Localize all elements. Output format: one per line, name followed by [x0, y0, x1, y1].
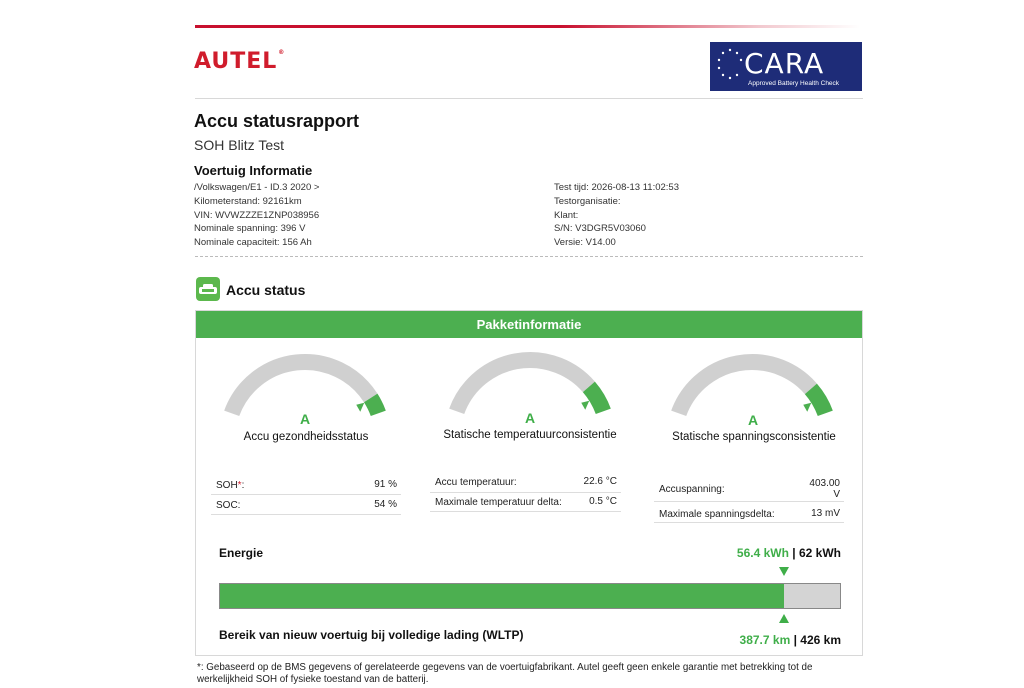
- range-current: 387.7 km: [739, 633, 791, 647]
- table-row: [211, 496, 401, 515]
- energy-value: [737, 546, 841, 560]
- table-row: [430, 474, 621, 493]
- info-line: Nominale capaciteit: 156 Ah: [194, 237, 312, 249]
- vehicle-info-right: [554, 181, 679, 250]
- grade-health: A: [300, 411, 311, 427]
- gauge-track: [232, 362, 371, 413]
- row-key: Maximale spanningsdelta:: [659, 509, 775, 520]
- autel-logo: AUTEL®: [194, 49, 286, 74]
- table-row: [654, 476, 844, 502]
- report-title: Accu statusrapport: [194, 111, 360, 131]
- header-divider: [195, 98, 863, 99]
- cara-logo: [710, 42, 862, 91]
- report-subtitle: SOH Blitz Test: [194, 137, 284, 153]
- info-line: VIN: WVWZZZE1ZNP038956: [194, 209, 320, 221]
- gauge-label-voltage: Statische spanningsconsistentie: [672, 431, 836, 443]
- energy-separator: |: [792, 546, 796, 560]
- energy-total: 62 kWh: [798, 546, 841, 560]
- gauge-label-temperature: Statische temperatuurconsistentie: [443, 429, 617, 441]
- row-key: Maximale temperatuur delta:: [435, 497, 562, 508]
- gauge-fill: [811, 389, 825, 413]
- vehicle-info-heading: Voertuig Informatie: [194, 163, 313, 178]
- panel-header: Pakketinformatie: [196, 311, 862, 338]
- gauge-label-health: Accu gezondheidsstatus: [243, 431, 369, 443]
- gauge-fill: [589, 387, 603, 411]
- row-value-line1: 403.00: [809, 478, 840, 489]
- gauge-pointer: [803, 403, 811, 412]
- row-key: SOH: [216, 480, 238, 491]
- cara-subtitle: Approved Battery Health Check: [748, 80, 840, 87]
- row-key: Accuspanning:: [659, 484, 725, 495]
- range-marker-icon: [779, 614, 789, 623]
- info-line: Test tijd: 2026-08-13 11:02:53: [554, 182, 679, 193]
- table-row: [430, 493, 621, 512]
- row-key-star: *: [237, 480, 242, 491]
- grade-temperature: A: [525, 410, 536, 426]
- row-key-colon: :: [241, 480, 245, 491]
- gauge-fill: [371, 398, 379, 413]
- info-line: Testorganisatie:: [554, 195, 621, 207]
- energy-label: Energie: [219, 546, 264, 560]
- grade-voltage: A: [748, 412, 759, 428]
- info-line: Klant:: [554, 209, 579, 221]
- footnote: *: Gebaseerd op de BMS gegevens of gerelateerde gegevens van de voertuigfabrikant. Autel geeft geen enkele garantie met betrekking tot de werkelijkheid SOH of fysieke toestand van de batterij.: [197, 662, 813, 685]
- info-line: S/N: V3DGR5V03060: [554, 223, 646, 235]
- cara-title: CARA: [744, 47, 825, 80]
- accu-status-title: Accu status: [226, 282, 306, 298]
- energy-marker-icon: [779, 567, 789, 576]
- energy-bar: [219, 583, 841, 609]
- info-line: Versie: V14.00: [554, 237, 616, 249]
- row-value: 0.5 °C: [589, 496, 617, 507]
- range-separator: |: [793, 633, 797, 647]
- table-row: [654, 504, 844, 523]
- info-line: Kilometerstand: 92161km: [194, 195, 302, 207]
- energy-bar-fill: [220, 584, 784, 608]
- range-label: Bereik van nieuw voertuig bij volledige lading (WLTP): [219, 628, 524, 642]
- row-key: SOC:: [216, 500, 241, 511]
- row-value-line2: V: [833, 489, 840, 500]
- gauge-track: [679, 362, 811, 413]
- row-value: 13 mV: [811, 508, 840, 519]
- info-line: /Volkswagen/E1 - ID.3 2020 >: [194, 182, 320, 193]
- row-value: 91 %: [374, 479, 397, 490]
- battery-car-icon: [196, 277, 220, 301]
- dashed-divider: [195, 256, 863, 257]
- gauge-track: [457, 360, 589, 411]
- table-row: [211, 476, 401, 495]
- vehicle-info-left: [194, 181, 319, 250]
- row-value: 22.6 °C: [583, 476, 617, 487]
- range-value: [740, 633, 841, 647]
- gauge-pointer: [581, 401, 589, 410]
- header-red-line: [195, 25, 860, 28]
- row-key: Accu temperatuur:: [435, 477, 517, 488]
- energy-current: 56.4 kWh: [736, 546, 789, 560]
- info-line: Nominale spanning: 396 V: [194, 223, 306, 235]
- gauge-pointer: [356, 403, 364, 412]
- row-value: 54 %: [374, 499, 397, 510]
- range-total: 426 km: [800, 633, 841, 647]
